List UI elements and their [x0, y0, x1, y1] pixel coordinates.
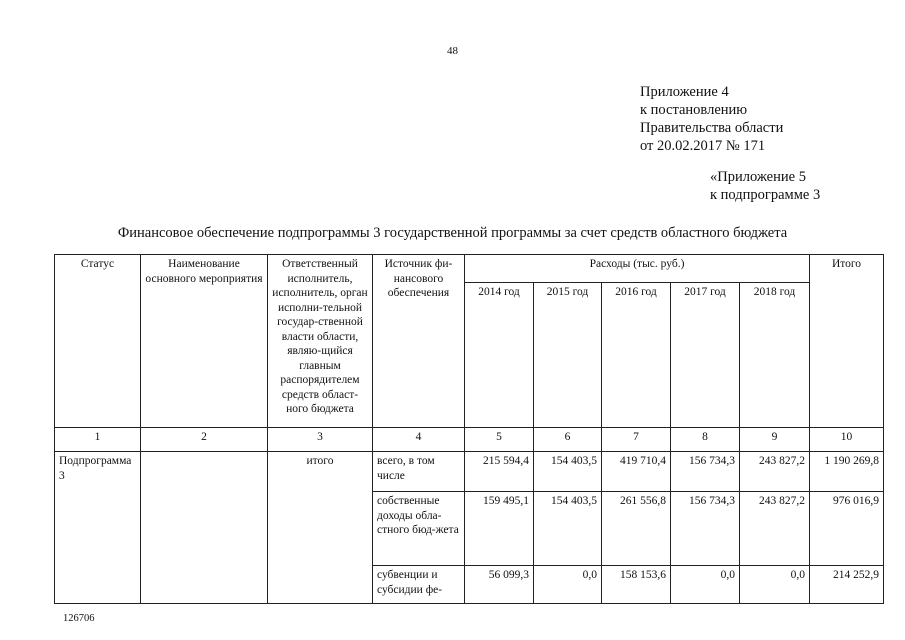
annex-line: Правительства области: [640, 120, 784, 136]
executor-cell: итого: [268, 452, 373, 604]
value-cell: 261 556,8: [602, 492, 671, 566]
header-name: Наименование основного мероприятия: [141, 255, 268, 428]
annex-line: к постановлению: [640, 102, 748, 118]
source-cell: субвенции и субсидии фе-: [373, 566, 465, 604]
total-cell: 976 016,9: [810, 492, 884, 566]
column-number: 1: [55, 428, 141, 452]
value-cell: 0,0: [740, 566, 810, 604]
header-row: [55, 255, 884, 283]
value-cell: 243 827,2: [740, 492, 810, 566]
header-year: 2016 год: [602, 283, 671, 428]
header-year: 2014 год: [465, 283, 534, 428]
column-number: 9: [740, 428, 810, 452]
value-cell: 419 710,4: [602, 452, 671, 492]
header-year: 2018 год: [740, 283, 810, 428]
document-title: Финансовое обеспечение подпрограммы 3 государственной программы за счет средств областного бюджета: [117, 225, 788, 241]
value-cell: 56 099,3: [465, 566, 534, 604]
annex-line: от 20.02.2017 № 171: [640, 138, 766, 154]
value-cell: 243 827,2: [740, 452, 810, 492]
sub-annex-line: к подпрограмме 3: [710, 187, 821, 203]
column-number: 5: [465, 428, 534, 452]
total-cell: 214 252,9: [810, 566, 884, 604]
value-cell: 215 594,4: [465, 452, 534, 492]
header-year: 2015 год: [534, 283, 602, 428]
footer-code: 126706: [63, 613, 95, 624]
column-number: 2: [141, 428, 268, 452]
financing-table: [54, 254, 884, 604]
table-row: [55, 452, 884, 492]
source-cell: всего, в том числе: [373, 452, 465, 492]
total-cell: 1 190 269,8: [810, 452, 884, 492]
page-number: 48: [447, 45, 458, 57]
header-year: 2017 год: [671, 283, 740, 428]
value-cell: 0,0: [534, 566, 602, 604]
column-number: 3: [268, 428, 373, 452]
column-number: 10: [810, 428, 884, 452]
header-source: Источник фи-нансового обеспечения: [373, 255, 465, 428]
sub-annex-block: [710, 168, 820, 204]
column-number: 7: [602, 428, 671, 452]
header-executor: Ответственный исполнитель, исполнитель, орган исполни-тельной государ-ственной власти области, являю-щийся главным распорядителем средств област-ного бюджета: [268, 255, 373, 428]
value-cell: 158 153,6: [602, 566, 671, 604]
value-cell: 156 734,3: [671, 492, 740, 566]
value-cell: 154 403,5: [534, 492, 602, 566]
value-cell: 156 734,3: [671, 452, 740, 492]
value-cell: 0,0: [671, 566, 740, 604]
name-cell: [141, 452, 268, 604]
source-cell: собственные доходы обла-стного бюд-жета: [373, 492, 465, 566]
column-number: 8: [671, 428, 740, 452]
annex-block: [640, 83, 783, 155]
status-cell: Подпрограмма 3: [55, 452, 141, 604]
header-status: Статус: [55, 255, 141, 428]
annex-line: Приложение 4: [640, 84, 729, 100]
column-numbers-row: [55, 428, 884, 452]
sub-annex-line: «Приложение 5: [710, 169, 806, 185]
value-cell: 159 495,1: [465, 492, 534, 566]
column-number: 6: [534, 428, 602, 452]
column-number: 4: [373, 428, 465, 452]
value-cell: 154 403,5: [534, 452, 602, 492]
header-expenses: Расходы (тыс. руб.): [465, 255, 810, 283]
header-total: Итого: [810, 255, 884, 428]
